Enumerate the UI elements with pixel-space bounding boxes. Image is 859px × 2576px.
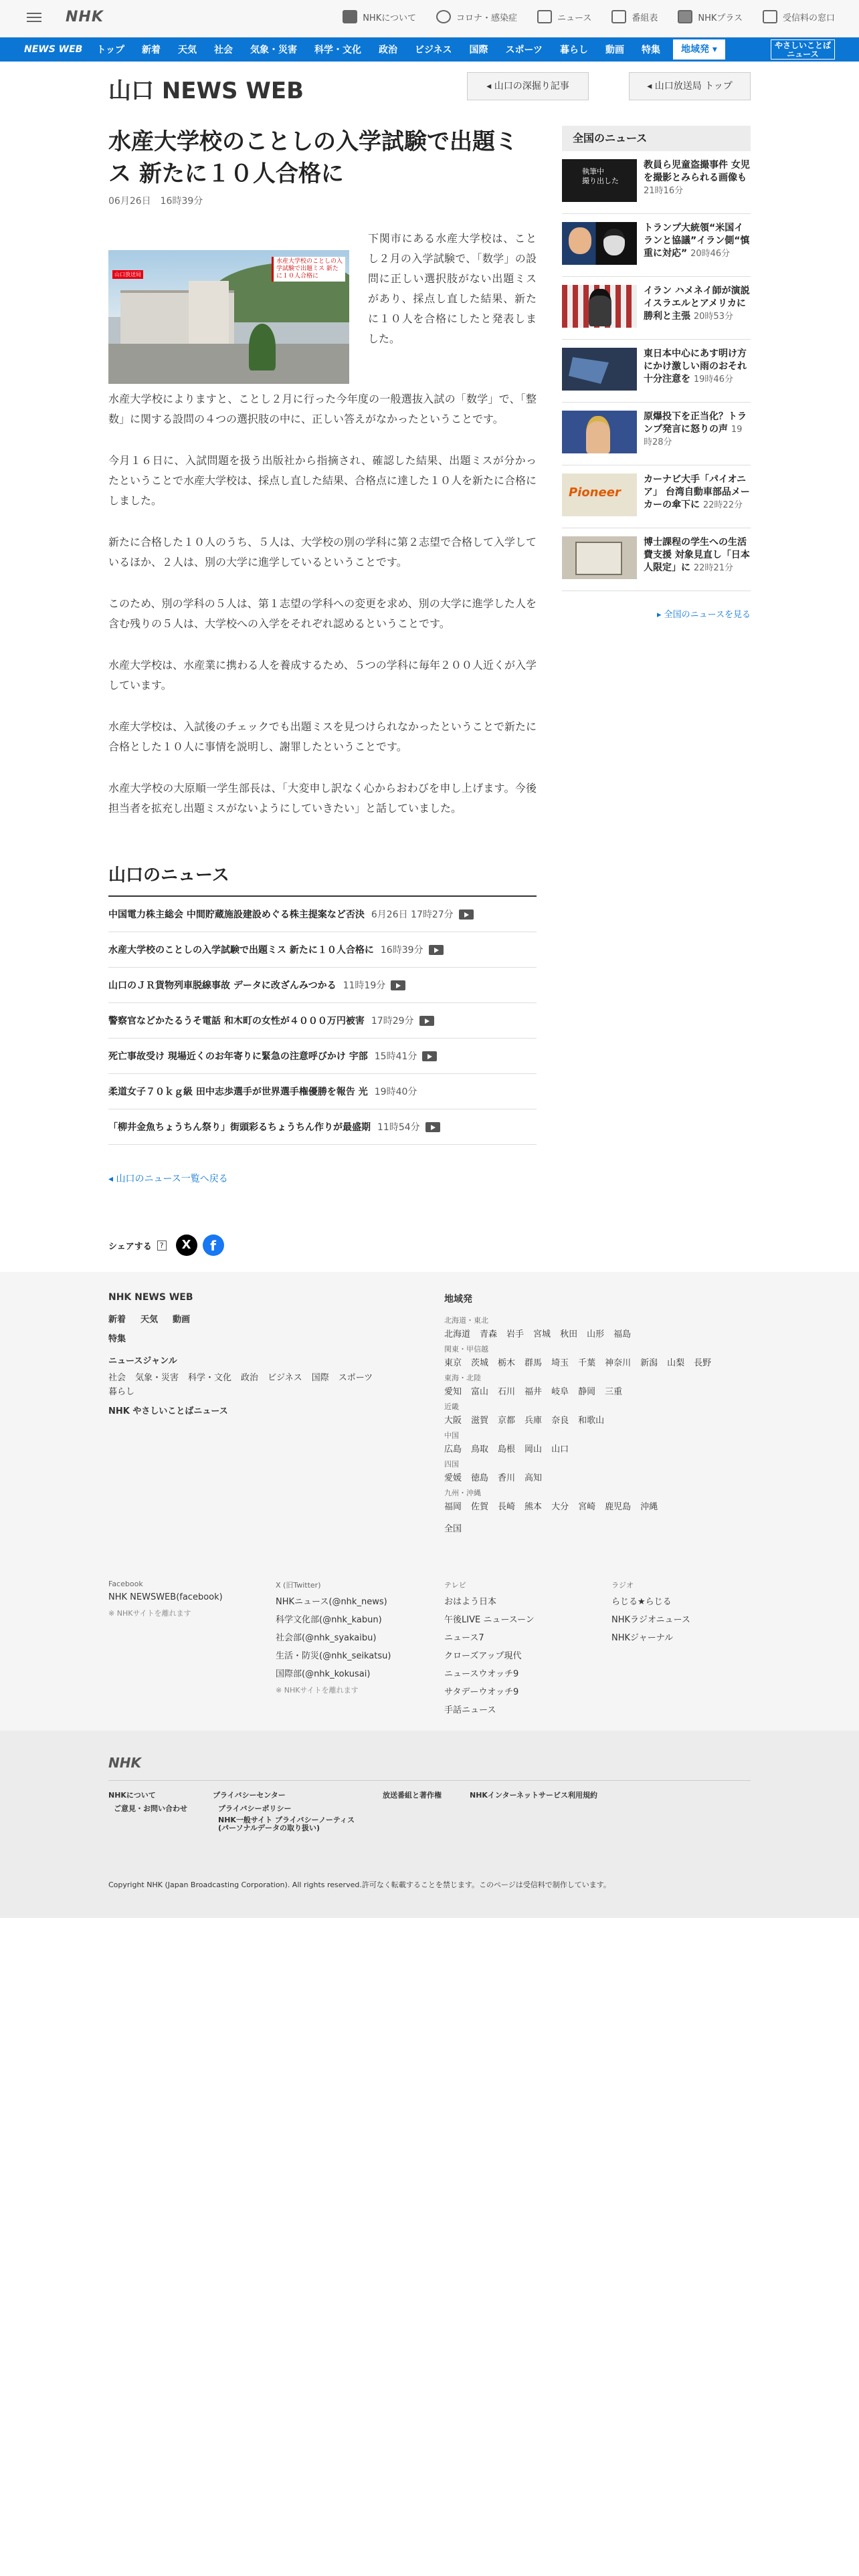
sidebar-news-item[interactable]: トランプ大統領“米国イランと協議”イラン側“慎重に対応” 20時46分: [562, 214, 751, 277]
top-link-corona[interactable]: コロナ・感染症: [436, 10, 517, 23]
footer-link[interactable]: 午後LIVE ニュースーン: [444, 1615, 535, 1625]
region-link[interactable]: 佐賀: [471, 1502, 489, 1512]
footer-genre-title: ニュースジャンル: [108, 1356, 177, 1366]
region-link[interactable]: 栃木: [498, 1358, 516, 1368]
footer-link[interactable]: 科学文化部(@nhk_kabun): [276, 1615, 382, 1625]
video-icon: [459, 909, 474, 920]
region-group-label: 近畿: [444, 1402, 459, 1411]
yasashii-news-button[interactable]: やさしいことば ニュース: [771, 39, 835, 60]
region-link[interactable]: 福岡: [444, 1502, 462, 1512]
top-link-nhkplus[interactable]: NHKプラス: [678, 10, 743, 23]
footer-link[interactable]: ニュースウオッチ9: [444, 1669, 519, 1679]
region-link[interactable]: 愛知: [444, 1387, 462, 1397]
copyright: Copyright NHK (Japan Broadcasting Corporation). All rights reserved.許可なく転載することを禁じます。このページは受信料で制作しています。: [108, 1881, 611, 1889]
region-group-label: 東海・北陸: [444, 1374, 481, 1382]
footer-link[interactable]: らじる★らじる: [611, 1597, 672, 1607]
region-link[interactable]: 鹿児島: [605, 1502, 632, 1512]
region-link[interactable]: 兵庫: [524, 1416, 543, 1426]
news-thumbnail: [562, 285, 637, 328]
region-link[interactable]: 京都: [498, 1416, 516, 1426]
region-link[interactable]: 宮城: [533, 1329, 551, 1339]
news-thumbnail: [562, 348, 637, 391]
news-thumbnail: 執筆中 撮り出した: [562, 159, 637, 202]
local-news-item[interactable]: 警察官などかたるうそ電話 和木町の女性が４０００万円被害 17時29分: [108, 1003, 537, 1039]
region-group-label: 関東・甲信越: [444, 1345, 488, 1354]
nav-science[interactable]: 科学・文化: [314, 45, 361, 56]
footer-yasashii-link[interactable]: NHK やさしいことばニュース: [108, 1406, 228, 1416]
sidebar-news-item[interactable]: イラン ハメネイ師が演説 イスラエルとアメリカに勝利と主張 20時53分: [562, 277, 751, 340]
region-group-label: 中国: [444, 1431, 459, 1440]
article-title: 水産大学校のことしの入学試験で出題ミス 新たに１０人合格に: [108, 128, 518, 187]
region-link[interactable]: 三重: [605, 1387, 623, 1397]
news-web-brand[interactable]: NEWS WEB: [24, 44, 83, 55]
footer-privacy-policy-link[interactable]: プライバシーポリシー: [218, 1804, 292, 1813]
region-link[interactable]: 長崎: [498, 1502, 516, 1512]
local-news-title: 山口のニュース: [108, 861, 537, 897]
video-icon: [419, 1016, 434, 1026]
paragraph: このため、別の学科の５人は、第１志望の学科への変更を求め、別の大学に進学した人を含む残りの５人は、大学校への入学をそれぞれ認めるということです。: [108, 597, 537, 630]
footer-terms-link[interactable]: NHKインターネットサービス利用規約: [470, 1791, 597, 1800]
paragraph: 新たに合格した１０人のうち、５人は、大学校の別の学科に第２志望で合格して入学しているほか、２人は、別の大学に進学しているということです。: [108, 536, 537, 568]
footer-link[interactable]: 動画: [173, 1315, 191, 1325]
footer-privacy-center-link[interactable]: プライバシーセンター: [213, 1791, 286, 1800]
footer-regions: [444, 1292, 752, 1534]
footer-divider: [108, 1780, 751, 1781]
region-link[interactable]: 和歌山: [578, 1416, 605, 1426]
local-news-back-link[interactable]: ◂ 山口のニュース一覧へ戻る: [108, 1174, 228, 1184]
top-bar: [0, 0, 859, 37]
nav-weather[interactable]: 天気: [177, 45, 197, 56]
footer-link[interactable]: NHKラジオニュース: [611, 1615, 690, 1625]
footer-link[interactable]: ニュース7: [444, 1633, 484, 1643]
article-photo: [108, 250, 349, 384]
region-group-links: [444, 1384, 752, 1397]
region-link[interactable]: 群馬: [524, 1358, 543, 1368]
facebook-share-icon[interactable]: f: [203, 1235, 224, 1256]
region-link[interactable]: 香川: [498, 1473, 516, 1483]
paragraph: 水産大学校の大原順一学生部長は、「大変申し訳なく心からおわびを申し上げます。今後担当者を拡充し出題ミスがないようにしていきたい」と話していました。: [108, 782, 537, 815]
footer-about-link[interactable]: NHKについて: [108, 1791, 156, 1800]
region-link[interactable]: 青森: [480, 1329, 498, 1339]
nhk-icon: [343, 10, 357, 23]
region-link[interactable]: 福島: [613, 1329, 632, 1339]
footer-region-all[interactable]: 全国: [444, 1524, 462, 1534]
region-link[interactable]: 福井: [524, 1387, 543, 1397]
footer-bottom: [0, 1731, 859, 1918]
footer-link[interactable]: 手話ニュース: [444, 1705, 496, 1715]
footer-link[interactable]: 国際: [311, 1373, 329, 1383]
region-link[interactable]: 島根: [498, 1444, 516, 1455]
region-link[interactable]: 山口: [551, 1444, 569, 1455]
top-link-about[interactable]: NHKについて: [343, 10, 416, 23]
footer-link[interactable]: 社会: [108, 1373, 126, 1383]
region-link[interactable]: 岡山: [524, 1444, 543, 1455]
video-icon: [391, 980, 405, 990]
x-share-icon[interactable]: X: [176, 1235, 197, 1256]
region-link[interactable]: 鳥取: [471, 1444, 489, 1455]
news-thumbnail: Pioneer: [562, 473, 637, 516]
nav-disaster[interactable]: 気象・災害: [250, 45, 297, 56]
footer-link[interactable]: 新着: [108, 1315, 126, 1325]
footer-feedback-link[interactable]: ご意見・お問い合わせ: [114, 1804, 187, 1813]
region-link[interactable]: 山形: [587, 1329, 605, 1339]
video-icon: [429, 945, 444, 955]
local-news-item[interactable]: 「柳井金魚ちょうちん祭り」街頭彩るちょうちん作りが最盛期 11時54分: [108, 1109, 537, 1145]
sidebar-news-item[interactable]: 東日本中心にあす明け方にかけ激しい雨のおそれ 十分注意を 19時46分: [562, 340, 751, 403]
news-thumbnail: [562, 411, 637, 453]
top-links: [343, 10, 835, 23]
region-link[interactable]: 茨城: [471, 1358, 489, 1368]
footer-link[interactable]: 天気: [140, 1315, 159, 1325]
national-news-more-link[interactable]: ▸ 全国のニュースを見る: [656, 610, 751, 620]
video-icon: [425, 1122, 440, 1132]
region-link[interactable]: 岐阜: [551, 1387, 569, 1397]
footer-link[interactable]: ビジネス: [268, 1373, 302, 1383]
top-link-schedule[interactable]: 番組表: [611, 10, 658, 23]
footer-newsweb: [108, 1292, 403, 1426]
nav-society[interactable]: 社会: [213, 45, 233, 56]
footer-privacy-notice-link[interactable]: NHK一般サイト プライバシーノーティス (パーソナルデータの取り扱い): [218, 1816, 355, 1832]
footer-nhk-logo[interactable]: NHK: [108, 1755, 141, 1771]
footer-link[interactable]: NHKジャーナル: [611, 1633, 674, 1643]
region-group-links: [444, 1471, 752, 1483]
local-news-item[interactable]: 死亡事故受け 現場近くのお年寄りに緊急の注意呼びかけ 宇部 15時41分: [108, 1039, 537, 1074]
footer: [0, 1272, 859, 1731]
local-news-section: [108, 861, 537, 1185]
sidebar-title: 全国のニュース: [562, 126, 751, 151]
region-group-links: [444, 1442, 752, 1455]
paragraph: 水産大学校は、水産業に携わる人を養成するため、５つの学科に毎年２００人近くが入学しています。: [108, 659, 537, 691]
news-thumbnail: [562, 536, 637, 579]
photo-station-tag: 山口放送局: [112, 270, 143, 279]
virus-icon: [436, 10, 451, 23]
nav-politics[interactable]: 政治: [378, 45, 397, 56]
share-label: シェアする: [108, 1241, 152, 1252]
nav-international[interactable]: 国際: [469, 45, 488, 56]
article: [108, 126, 537, 819]
region-link[interactable]: 愛媛: [444, 1473, 462, 1483]
footer-regions-title[interactable]: 地域発: [444, 1294, 472, 1305]
region-link[interactable]: 大分: [551, 1502, 569, 1512]
local-news-item[interactable]: 山口のＪＲ貨物列車脱線事故 データに改ざんみつかる 11時19分: [108, 968, 537, 1003]
footer-link[interactable]: スポーツ: [338, 1373, 373, 1383]
region-link[interactable]: 沖縄: [640, 1502, 658, 1512]
region-link[interactable]: 埼玉: [551, 1358, 569, 1368]
region-link[interactable]: 山梨: [667, 1358, 685, 1368]
footer-link[interactable]: NHKニュース(@nhk_news): [276, 1597, 387, 1607]
region-link[interactable]: 東京: [444, 1358, 462, 1368]
region-link[interactable]: 富山: [471, 1387, 489, 1397]
local-news-item[interactable]: 柔道女子７０ｋｇ級 田中志歩選手が世界選手権優勝を報告 光 19時40分: [108, 1074, 537, 1109]
footer-link[interactable]: クローズアップ現代: [444, 1651, 522, 1661]
sidebar-news-item[interactable]: 執筆中 撮り出した 教員ら児童盗撮事件 女児を撮影とみられる画像も 21時16分: [562, 151, 751, 214]
region-group-label: 北海道・東北: [444, 1316, 488, 1325]
nav-video[interactable]: 動画: [605, 45, 624, 56]
section-title[interactable]: 山口 NEWS WEB: [108, 78, 304, 104]
region-link[interactable]: 宮崎: [578, 1502, 596, 1512]
footer-link[interactable]: 気象・災害: [135, 1373, 179, 1383]
help-icon[interactable]: ?: [157, 1241, 167, 1251]
sidebar-news-item[interactable]: 博士課程の学生への生活費支援 対象見直し「日本人限定」に 22時21分: [562, 528, 751, 591]
nav-business[interactable]: ビジネス: [414, 45, 452, 56]
chevron-down-icon: ▾: [712, 44, 717, 55]
footer-link[interactable]: 政治: [241, 1373, 259, 1383]
region-link[interactable]: 熊本: [524, 1502, 543, 1512]
region-link[interactable]: 神奈川: [605, 1358, 632, 1368]
region-link[interactable]: 静岡: [578, 1387, 596, 1397]
local-news-item[interactable]: 中国電力株主総会 中間貯蔵施設建設めぐる株主提案など否決 6月26日 17時27分: [108, 897, 537, 932]
sidebar-news-item[interactable]: 原爆投下を正当化？トランプ発言に怒りの声 19時28分: [562, 403, 751, 465]
region-group-label: 九州・沖縄: [444, 1489, 481, 1497]
footer-newsweb-title[interactable]: NHK NEWS WEB: [108, 1292, 193, 1303]
region-link[interactable]: 長野: [694, 1358, 712, 1368]
region-link[interactable]: 岩手: [506, 1329, 524, 1339]
top-link-news[interactable]: ニュース: [537, 10, 591, 23]
region-group-links: [444, 1413, 752, 1426]
paragraph: 水産大学校は、入試後のチェックでも出題ミスを見つけられなかったということで新たに合格とした１０人に事情を説明し、謝罪したということです。: [108, 720, 537, 753]
nav-feature[interactable]: 特集: [642, 45, 660, 56]
region-group-label: 四国: [444, 1460, 459, 1469]
photo-caption: 水産大学校のことしの入学試験で出題ミス 新たに１０人合格に: [272, 257, 345, 282]
footer-link[interactable]: 生活・防災(@nhk_seikatsu): [276, 1651, 391, 1661]
deep-dive-button[interactable]: ◂ 山口の深掘り記事: [467, 72, 589, 100]
region-link[interactable]: 北海道: [444, 1329, 471, 1339]
footer-link[interactable]: おはよう日本: [444, 1597, 497, 1607]
sidebar-news-item[interactable]: Pioneer カーナビ大手「パイオニア」 台湾自動車部品メーカーの傘下に 22時22分: [562, 465, 751, 528]
region-group-links: [444, 1499, 752, 1512]
footer-link[interactable]: 特集: [108, 1334, 126, 1344]
footer-tv: テレビ おはよう日本 午後LIVE ニュースーン ニュース7 クローズアップ現代 ニュースウオッチ9 サタデーウオッチ9 手話ニュース: [444, 1580, 605, 1721]
paragraph: 今月１６日に、入試問題を扱う出版社から指摘され、確認した結果、出題ミスが分かったということで水産大学校は、採点し直した結果、合格点に達した１０人を新たに合格にしました。: [108, 454, 537, 507]
region-link[interactable]: 奈良: [551, 1416, 569, 1426]
house-icon: [763, 10, 777, 23]
news-thumbnail: [562, 222, 637, 265]
region-link[interactable]: 千葉: [578, 1358, 596, 1368]
video-icon: [422, 1051, 437, 1061]
footer-broadcast-link[interactable]: 放送番組と著作権: [383, 1791, 442, 1800]
tv-icon: [678, 10, 692, 23]
section-header: [108, 72, 751, 105]
local-news-item[interactable]: 水産大学校のことしの入学試験で出題ミス 新たに１０人合格に 16時39分: [108, 932, 537, 968]
region-group-links: [444, 1327, 752, 1339]
national-news-sidebar: [562, 126, 751, 620]
article-date: 06月26日 16時39分: [108, 196, 203, 207]
top-link-fee[interactable]: 受信料の窓口: [763, 10, 835, 23]
paragraph: 下関市にある水産大学校は、ことし２月の入学試験で、「数学」の設問に正しい選択肢がない出題ミスがあり、採点し直した結果、新たに１０人を合格にしたと発表しました。: [368, 232, 537, 345]
region-link[interactable]: 滋賀: [471, 1416, 489, 1426]
footer-link[interactable]: 暮らし: [108, 1387, 135, 1397]
nhk-logo[interactable]: NHK: [66, 9, 104, 25]
nav-top[interactable]: トップ: [96, 45, 124, 56]
nav-new[interactable]: 新着: [141, 45, 161, 56]
share-bar: [108, 1235, 224, 1256]
footer-link[interactable]: NHK NEWSWEB(facebook): [108, 1592, 223, 1602]
region-link[interactable]: 新潟: [640, 1358, 658, 1368]
paragraph: 水産大学校によりますと、ことし２月に行った今年度の一般選抜入試の「数学」で、「整数」に関する設問の４つの選択肢の中に、正しい答えがなかったということです。: [108, 393, 537, 425]
region-link[interactable]: 大阪: [444, 1416, 462, 1426]
footer-twitter: X (旧Twitter) NHKニュース(@nhk_news) 科学文化部(@nhk_kabun) 社会部(@nhk_syakaibu) 生活・防災(@nhk_seikatsu) 国際部(@nhk_kokusai) ※ NHKサイトを離れます: [276, 1580, 436, 1701]
station-top-button[interactable]: ◂ 山口放送局 トップ: [629, 72, 751, 100]
newspaper-icon: [537, 10, 552, 23]
region-link[interactable]: 秋田: [560, 1329, 578, 1339]
footer-radio: ラジオ らじる★らじる NHKラジオニュース NHKジャーナル: [611, 1580, 745, 1648]
region-group-links: [444, 1356, 752, 1368]
article-body: [108, 229, 537, 819]
nav-sports[interactable]: スポーツ: [505, 45, 543, 56]
footer-link[interactable]: サタデーウオッチ9: [444, 1687, 519, 1697]
region-link[interactable]: 広島: [444, 1444, 462, 1455]
region-link[interactable]: 徳島: [471, 1473, 489, 1483]
footer-facebook: Facebook NHK NEWSWEB(facebook) ※ NHKサイトを離れます: [108, 1580, 269, 1624]
nav-region[interactable]: 地域発 ▾: [673, 39, 725, 60]
footer-link[interactable]: 国際部(@nhk_kokusai): [276, 1669, 371, 1679]
menu-icon[interactable]: [27, 10, 41, 23]
footer-link[interactable]: 科学・文化: [188, 1373, 232, 1383]
footer-link[interactable]: 社会部(@nhk_syakaibu): [276, 1633, 377, 1643]
region-link[interactable]: 石川: [498, 1387, 516, 1397]
main-nav: [0, 37, 859, 62]
region-link[interactable]: 高知: [524, 1473, 543, 1483]
tv-schedule-icon: [611, 10, 626, 23]
nav-life[interactable]: 暮らし: [560, 45, 588, 56]
